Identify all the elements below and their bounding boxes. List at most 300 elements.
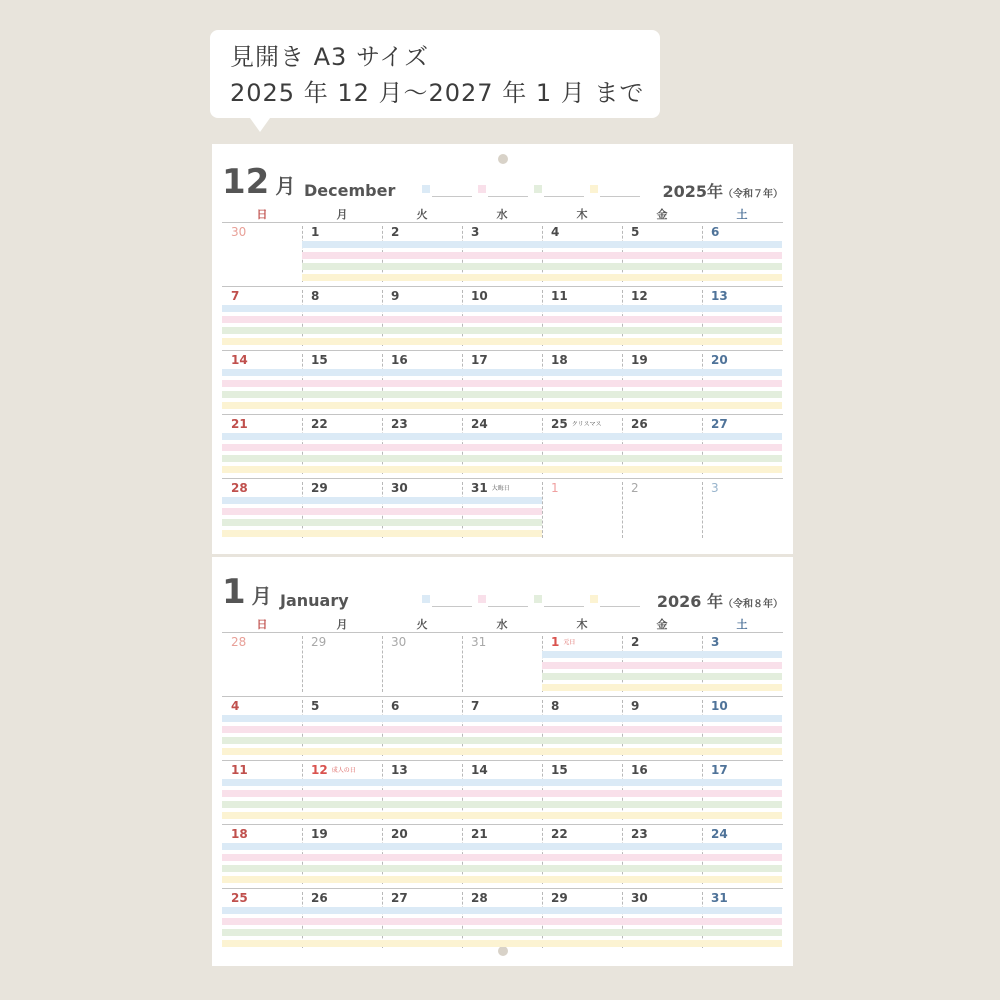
weekday-header: 金 (656, 618, 668, 631)
day-value: 17 (711, 763, 728, 777)
note-band (382, 519, 462, 526)
day-number (391, 763, 408, 777)
day-value: 12 (631, 289, 648, 303)
note-band (622, 673, 702, 680)
legend-color-box (478, 595, 486, 603)
note-band (302, 455, 382, 462)
note-band (542, 865, 622, 872)
note-band (622, 854, 702, 861)
day-number (391, 417, 408, 431)
calendar-sheet (212, 144, 793, 966)
note-band (222, 779, 302, 786)
day-number (311, 289, 319, 303)
weekday-header: 土 (736, 208, 748, 221)
note-band (542, 662, 622, 669)
note-band (702, 929, 782, 936)
note-band (622, 274, 702, 281)
day-value: 9 (391, 289, 400, 303)
note-band (542, 305, 622, 312)
day-number (231, 417, 248, 431)
holiday-note: クリスマス (571, 421, 602, 428)
note-band (382, 715, 462, 722)
note-band (462, 338, 542, 345)
note-band (302, 274, 382, 281)
note-band (382, 508, 462, 515)
note-band (622, 907, 702, 914)
note-band (302, 305, 382, 312)
month-block (212, 554, 793, 964)
day-value: 26 (311, 891, 328, 905)
note-band (462, 327, 542, 334)
note-band (382, 790, 462, 797)
speech-bubble (210, 30, 660, 118)
weekday-header: 日 (256, 618, 268, 631)
note-band (462, 433, 542, 440)
note-band (702, 748, 782, 755)
note-band (302, 402, 382, 409)
note-band (302, 497, 382, 504)
day-value: 30 (631, 891, 648, 905)
column-separator (462, 636, 463, 692)
note-band (382, 466, 462, 473)
note-band (222, 715, 302, 722)
note-band (542, 737, 622, 744)
note-band (462, 907, 542, 914)
note-band (222, 497, 302, 504)
month-number-value: 1 (222, 572, 246, 612)
note-band (622, 391, 702, 398)
day-value: 7 (471, 699, 480, 713)
legend-color-box (590, 595, 598, 603)
day-value: 9 (631, 699, 640, 713)
note-band (542, 779, 622, 786)
day-value: 23 (391, 417, 408, 431)
day-value: 18 (231, 827, 248, 841)
note-band (702, 684, 782, 691)
weekday-header: 水 (496, 618, 508, 631)
note-band (382, 369, 462, 376)
day-value: 2 (631, 635, 640, 649)
grid-rule (222, 286, 783, 287)
legend-write-line (544, 606, 584, 607)
note-band (542, 433, 622, 440)
note-band (302, 444, 382, 451)
day-number (471, 827, 488, 841)
note-band (702, 433, 782, 440)
day-number (551, 891, 568, 905)
note-band (462, 737, 542, 744)
note-band (222, 530, 302, 537)
note-band (702, 843, 782, 850)
day-number (471, 763, 488, 777)
day-value: 19 (311, 827, 328, 841)
note-band (542, 274, 622, 281)
note-band (302, 790, 382, 797)
note-band (622, 402, 702, 409)
day-value: 12 (311, 763, 328, 777)
day-number (231, 763, 248, 777)
note-band (222, 907, 302, 914)
note-band (462, 530, 542, 537)
holiday-note: 大晦日 (491, 485, 510, 492)
note-band (302, 940, 382, 947)
day-number (711, 353, 728, 367)
note-band (302, 263, 382, 270)
note-band (222, 466, 302, 473)
note-band (702, 241, 782, 248)
note-band (702, 327, 782, 334)
note-band (302, 369, 382, 376)
grid-rule (222, 824, 783, 825)
day-number (471, 353, 488, 367)
note-band (462, 812, 542, 819)
note-band (302, 433, 382, 440)
day-number (391, 635, 406, 649)
note-band (382, 252, 462, 259)
day-value: 30 (231, 225, 247, 239)
day-value: 11 (551, 289, 568, 303)
day-value: 22 (551, 827, 568, 841)
day-value: 10 (471, 289, 488, 303)
note-band (462, 790, 542, 797)
note-band (462, 508, 542, 515)
note-band (302, 737, 382, 744)
note-band (542, 369, 622, 376)
note-band (222, 929, 302, 936)
day-number (551, 763, 568, 777)
weekday-header: 木 (576, 208, 588, 221)
note-band (382, 865, 462, 872)
note-band (382, 843, 462, 850)
note-band (622, 369, 702, 376)
year-label (657, 589, 783, 612)
day-value: 2 (391, 225, 400, 239)
legend-entry (590, 595, 640, 607)
day-number (311, 353, 328, 367)
note-band (382, 940, 462, 947)
day-value: 20 (391, 827, 408, 841)
column-separator (302, 636, 303, 692)
note-band (222, 455, 302, 462)
day-number (711, 827, 728, 841)
month-number (222, 572, 272, 612)
day-number (231, 827, 248, 841)
note-band (702, 907, 782, 914)
note-band (542, 715, 622, 722)
note-band (382, 380, 462, 387)
grid-rule (222, 888, 783, 889)
note-band (382, 391, 462, 398)
day-value: 13 (391, 763, 408, 777)
month-number (222, 162, 295, 202)
day-value: 31 (471, 481, 488, 495)
day-value: 1 (311, 225, 320, 239)
day-value: 4 (231, 699, 240, 713)
legend-color-box (534, 185, 542, 193)
note-band (542, 455, 622, 462)
note-band (222, 433, 302, 440)
banner-line-2: 2025 年 12 月～2027 年 1 月 まで (230, 79, 645, 107)
note-band (542, 402, 622, 409)
note-band (542, 748, 622, 755)
note-band (302, 865, 382, 872)
day-value: 7 (231, 289, 240, 303)
note-band (382, 274, 462, 281)
note-band (462, 369, 542, 376)
note-band (222, 519, 302, 526)
day-number (231, 635, 246, 649)
note-band (542, 263, 622, 270)
note-band (702, 263, 782, 270)
note-band (702, 305, 782, 312)
note-band (542, 876, 622, 883)
note-band (462, 519, 542, 526)
day-value: 24 (711, 827, 728, 841)
note-band (222, 812, 302, 819)
note-band (702, 252, 782, 259)
day-number (631, 353, 648, 367)
note-band (222, 801, 302, 808)
note-band (382, 801, 462, 808)
grid-rule (222, 414, 783, 415)
note-band (382, 241, 462, 248)
legend-entry (534, 185, 584, 197)
note-band (702, 876, 782, 883)
legend-write-line (544, 196, 584, 197)
note-band (622, 433, 702, 440)
note-band (622, 684, 702, 691)
note-band (302, 854, 382, 861)
grid-rule (222, 222, 783, 223)
day-number (711, 635, 719, 649)
legend-color-box (534, 595, 542, 603)
day-number (471, 699, 479, 713)
year-value: 2026 年 (656, 592, 723, 611)
note-band (702, 812, 782, 819)
note-band (622, 263, 702, 270)
note-band (702, 673, 782, 680)
day-number (311, 891, 328, 905)
day-value: 4 (551, 225, 560, 239)
note-band (622, 812, 702, 819)
note-band (622, 316, 702, 323)
note-band (222, 748, 302, 755)
note-band (382, 812, 462, 819)
day-value: 24 (471, 417, 488, 431)
day-number (631, 225, 639, 239)
note-band (302, 466, 382, 473)
note-band (622, 662, 702, 669)
day-value: 28 (471, 891, 488, 905)
day-number (551, 827, 568, 841)
note-band (382, 737, 462, 744)
month-suffix: 月 (275, 174, 296, 198)
note-band (542, 907, 622, 914)
note-band (462, 274, 542, 281)
note-band (382, 726, 462, 733)
note-band (702, 380, 782, 387)
note-band (382, 907, 462, 914)
day-value: 28 (231, 481, 248, 495)
note-band (222, 508, 302, 515)
day-value: 13 (711, 289, 728, 303)
note-band (462, 918, 542, 925)
day-number (471, 481, 510, 495)
note-band (542, 929, 622, 936)
month-number-value: 12 (222, 162, 270, 202)
note-band (702, 338, 782, 345)
day-value: 8 (551, 699, 560, 713)
note-band (462, 748, 542, 755)
note-band (302, 726, 382, 733)
note-band (542, 444, 622, 451)
day-value: 5 (631, 225, 640, 239)
note-band (382, 402, 462, 409)
day-number (551, 353, 568, 367)
day-value: 3 (711, 481, 719, 495)
weekday-header: 火 (416, 208, 428, 221)
day-value: 30 (391, 481, 408, 495)
note-band (222, 876, 302, 883)
note-band (462, 497, 542, 504)
note-band (302, 327, 382, 334)
day-value: 14 (471, 763, 488, 777)
day-number (311, 699, 319, 713)
grid-rule (222, 478, 783, 479)
year-value: 2025年 (662, 182, 723, 201)
day-value: 23 (631, 827, 648, 841)
note-band (702, 662, 782, 669)
day-number (711, 891, 728, 905)
day-value: 5 (311, 699, 320, 713)
legend-color-box (422, 595, 430, 603)
legend-entry (478, 185, 528, 197)
day-number (631, 481, 639, 495)
note-band (382, 444, 462, 451)
day-number (311, 827, 328, 841)
note-band (222, 737, 302, 744)
weekday-header: 土 (736, 618, 748, 631)
note-band (462, 402, 542, 409)
note-band (382, 316, 462, 323)
day-value: 21 (471, 827, 488, 841)
note-band (702, 865, 782, 872)
note-band (462, 380, 542, 387)
day-number (391, 827, 408, 841)
day-number (551, 635, 575, 649)
day-value: 26 (631, 417, 648, 431)
day-value: 16 (631, 763, 648, 777)
note-band (462, 444, 542, 451)
note-band (302, 801, 382, 808)
day-value: 14 (231, 353, 248, 367)
note-band (622, 918, 702, 925)
day-value: 3 (711, 635, 720, 649)
era-label: （令和８年） (723, 599, 783, 610)
note-band (222, 790, 302, 797)
note-band (302, 391, 382, 398)
day-number (231, 289, 239, 303)
note-band (622, 715, 702, 722)
note-band (542, 241, 622, 248)
day-value: 15 (311, 353, 328, 367)
note-band (702, 801, 782, 808)
weekday-header: 日 (256, 208, 268, 221)
note-band (702, 940, 782, 947)
day-number (471, 289, 488, 303)
note-band (542, 380, 622, 387)
note-band (462, 843, 542, 850)
day-value: 31 (471, 635, 487, 649)
note-band (462, 263, 542, 270)
note-band (302, 918, 382, 925)
grid-rule (222, 760, 783, 761)
year-label (662, 179, 783, 202)
note-band (622, 801, 702, 808)
day-number (711, 699, 728, 713)
day-number (391, 353, 408, 367)
note-band (222, 726, 302, 733)
day-number (311, 481, 328, 495)
grid-rule (222, 350, 783, 351)
note-band (462, 726, 542, 733)
day-value: 27 (711, 417, 728, 431)
grid-rule (222, 696, 783, 697)
day-value: 10 (711, 699, 728, 713)
note-band (702, 316, 782, 323)
day-value: 20 (711, 353, 728, 367)
day-value: 2 (631, 481, 639, 495)
legend-color-box (478, 185, 486, 193)
note-band (302, 380, 382, 387)
note-band (542, 338, 622, 345)
day-value: 16 (391, 353, 408, 367)
note-band (702, 466, 782, 473)
note-band (222, 444, 302, 451)
note-band (302, 929, 382, 936)
note-band (542, 918, 622, 925)
holiday-note: 元日 (563, 639, 576, 646)
grid-rule (222, 632, 783, 633)
month-block (212, 144, 793, 554)
note-band (382, 918, 462, 925)
note-band (382, 497, 462, 504)
day-value: 6 (391, 699, 400, 713)
note-band (542, 854, 622, 861)
legend-color-box (590, 185, 598, 193)
note-band (222, 843, 302, 850)
note-band (622, 726, 702, 733)
note-band (462, 865, 542, 872)
day-number (391, 481, 408, 495)
note-band (302, 876, 382, 883)
note-band (382, 433, 462, 440)
day-number (631, 699, 639, 713)
day-number (551, 417, 601, 431)
note-band (622, 748, 702, 755)
note-band (622, 466, 702, 473)
note-band (222, 305, 302, 312)
note-band (622, 843, 702, 850)
day-number (631, 891, 648, 905)
day-value: 29 (311, 481, 328, 495)
legend-color-box (422, 185, 430, 193)
note-band (542, 684, 622, 691)
note-band (462, 779, 542, 786)
note-band (622, 737, 702, 744)
day-value: 3 (471, 225, 480, 239)
note-band (222, 854, 302, 861)
